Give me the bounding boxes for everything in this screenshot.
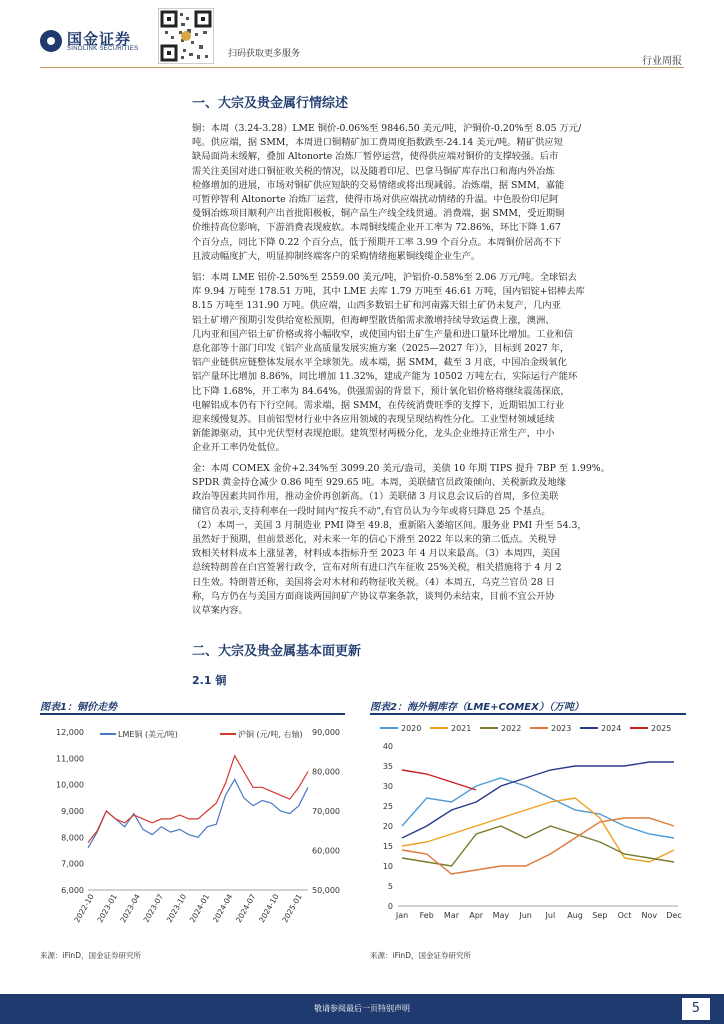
legend-label-2023: 2023: [551, 724, 572, 733]
gold-line: 虽然好于预期，但前景恶化，对未来一年的信心下滑至 2022 年以来的第二低点。关税导: [192, 534, 557, 546]
x-tick-label: 2024-04: [210, 892, 235, 925]
x-tick-label: Jan: [395, 911, 409, 920]
x-tick-label: Nov: [641, 911, 658, 920]
x-tick-label: Jul: [545, 911, 556, 920]
y-left-tick-label: 7,000: [61, 859, 84, 869]
y-tick-label: 35: [382, 762, 393, 771]
x-tick-label: 2023-10: [164, 892, 189, 925]
aluminum-line: 铝产业链供应链整体发展水平全球领先。成本端，据 SMM，截至 3 月底，中国冶金级氧化: [192, 357, 567, 369]
footer-disclaimer: 敬请参阅最后一页特别声明: [314, 1004, 410, 1013]
x-tick-label: Sep: [592, 911, 608, 920]
copper-line: 价维持高位影响，下游消费表现疲软。本周铜线缆企业开工率为 72.86%，环比下降 1.67: [192, 222, 561, 234]
figure2-title-underline: [370, 713, 686, 715]
series-line-2025: [402, 770, 476, 790]
y-right-tick-label: 70,000: [312, 807, 340, 816]
subsection-title: 2.1 铜: [192, 674, 227, 687]
figure2-source: 来源：iFinD，国金证券研究所: [370, 951, 471, 960]
x-tick-label: 2025-01: [280, 892, 304, 925]
series-line-2023: [402, 818, 674, 874]
aluminum-line: 库 9.94 万吨至 178.51 万吨，其中 LME 去库 1.79 万吨至 46.61 万吨，国内铝锭+铝棒去库: [192, 286, 585, 298]
y-left-tick-label: 8,000: [61, 833, 84, 843]
page-number: 5: [682, 998, 710, 1020]
y-tick-label: 40: [382, 742, 393, 751]
figure1-source: 来源：iFinD，国金证券研究所: [40, 951, 141, 960]
copper-line: 铜：本周（3.24-3.28）LME 铜价-0.06%至 9846.50 美元/吨，沪铜价-0.20%至 8.05 万元/: [192, 123, 582, 134]
y-tick-label: 20: [382, 822, 393, 831]
y-tick-label: 25: [382, 802, 393, 811]
figure1-title: 图表1：铜价走势: [40, 702, 117, 713]
y-left-tick-label: 9,000: [61, 807, 84, 816]
legend-label-2022: 2022: [501, 724, 522, 733]
header-divider: [40, 67, 684, 68]
qr-code-icon[interactable]: [158, 8, 214, 64]
figure1-title-underline: [40, 713, 345, 715]
legend-label-2024: 2024: [601, 724, 622, 733]
copper-line: 需关注美国对进口铜征收关税的情况，以及随着印尼、巴拿马铜矿库存出口和海内外冶炼: [192, 165, 555, 177]
x-tick-label: 2023-04: [118, 892, 142, 925]
gold-line: SPDR 黄金持仓减少 0.86 吨至 929.65 吨。本周，美联储官员政策倾向、关税新政及地缘: [192, 477, 566, 489]
gold-line: （2）本周一，美国 3 月制造业 PMI 降至 49.8，重新陷入萎缩区间。服务业 PMI 升至 54.3，: [192, 519, 587, 531]
copper-line: 缺局面尚未缓解，叠加 Altonorte 冶炼厂暂停运营，使得供应端对铜价的支撑较强。后市: [192, 151, 559, 163]
aluminum-line: 8.15 万吨至 131.90 万吨。供应端，山西多数铝土矿和河南露天铝土矿仍未复产，几内亚: [192, 300, 561, 312]
copper-inventory-chart: [370, 718, 686, 943]
gold-line: 日生效。特朗普还称，美国将会对木材和药物征收关税。（4）本周五，乌克兰官员 28 日: [192, 576, 555, 588]
aluminum-line: 铝：本周 LME 铝价-2.50%至 2559.00 美元/吨，沪铝价-0.58%至 2.06 万元/吨。全球铝去: [192, 272, 577, 283]
gold-line: 致相关材料成本上涨显著，材料成本指标升至 2023 年 4 月以来最高。（3）本周四，美国: [192, 548, 561, 560]
x-tick-label: Feb: [419, 911, 434, 920]
scan-qr-text: 扫码获取更多服务: [228, 49, 301, 59]
legend-label-2021: 2021: [451, 724, 472, 733]
copper-line: 且波动幅度扩大，明显抑制终端客户的采购情绪拖累铜线缆企业生产。: [192, 250, 481, 262]
aluminum-line: 企业开工率仍处低位。: [192, 442, 285, 454]
y-left-tick-label: 12,000: [56, 728, 84, 737]
aluminum-line: 息化部等十部门印发《铝产业高质量发展实施方案（2025—2027 年）》，目标到 2027 年，: [192, 343, 570, 355]
report-type: 行业周报: [642, 56, 682, 67]
x-tick-label: 2023-01: [95, 892, 119, 925]
y-right-tick-label: 50,000: [312, 886, 340, 895]
company-name: 国金证券: [67, 30, 132, 48]
gold-line: 储官员表示,支持利率在一段时间内“按兵不动”,有官员认为今年或将只降息 25 个基点。: [192, 505, 551, 517]
aluminum-line: 比下降 1.68%，开工率为 84.64%。供强需弱的背景下，预计氧化铝价格将继续震荡探底，: [192, 385, 570, 397]
y-left-tick-label: 10,000: [56, 780, 84, 790]
section-title-1: 一、大宗及贵金属行情综述: [192, 96, 349, 111]
y-right-tick-label: 80,000: [312, 767, 340, 777]
y-tick-label: 15: [382, 842, 393, 851]
x-tick-label: 2024-01: [187, 892, 212, 925]
legend-label-lme: LME铜 (美元/吨): [118, 730, 178, 739]
x-tick-label: 2022-10: [72, 892, 96, 925]
x-tick-label: May: [492, 911, 510, 920]
gold-line: 议草案内容。: [192, 605, 248, 617]
section-title-2: 二、大宗及贵金属基本面更新: [192, 644, 362, 659]
x-tick-label: Apr: [469, 911, 484, 920]
y-left-tick-label: 11,000: [56, 754, 84, 764]
series-line-2021: [402, 798, 674, 862]
copper-line: 个百分点，同比下降 0.22 个百分点，低于预期开工率 3.99 个百分点。本周铜价居高不下: [192, 236, 562, 248]
x-tick-label: Aug: [567, 911, 583, 920]
legend-label-2025: 2025: [651, 724, 672, 733]
x-tick-label: Dec: [666, 911, 682, 920]
x-tick-label: Jun: [519, 911, 532, 920]
aluminum-line: 几内亚和国产铝土矿价格或将小幅收窄，或使国内铝土矿生产量和进口量环比增加。工业和信: [192, 328, 574, 340]
copper-line: 吨。供应端，据 SMM，本周进口铜精矿加工费周度指数跌至-24.14 美元/吨。精矿供应短: [192, 137, 564, 149]
y-tick-label: 30: [382, 782, 393, 791]
gold-line: 总统特朗普在白宫签署行政令，宣布对所有进口汽车征收 25%关税，相关措施将于 4 月 2: [192, 562, 562, 574]
y-tick-label: 5: [387, 882, 393, 891]
copper-price-chart: [40, 718, 350, 943]
copper-line: 可暂停智利 Altonorte 冶炼厂运营，使得市场对供应端扰动情绪的升温。中色股份印尼阿: [192, 194, 559, 206]
aluminum-line: 新能源驱动，其中光伏型材表现抢眼。建筑型材两极分化，龙头企业维持正常生产，中小: [192, 428, 555, 440]
x-tick-label: 2024-07: [234, 892, 258, 925]
copper-line: 检修增加的进展，市场对铜矿供应短缺的交易情绪或将出现减弱。冶炼端，据 SMM，嘉能: [192, 179, 565, 191]
series-line-shfe-copper: [88, 756, 308, 843]
y-tick-label: 0: [387, 902, 393, 911]
aluminum-line: 铝土矿增产预期引发供给宽松预期，但海岬型散货船需求激增持续导致运费上涨，澳洲、: [192, 314, 555, 326]
y-left-tick-label: 6,000: [61, 886, 84, 895]
y-tick-label: 10: [382, 862, 393, 871]
company-logo-icon: [40, 30, 62, 52]
gold-line: 金：本周 COMEX 金价+2.34%至 3099.20 美元/盎司，美债 10 年期 TIPS 提升 7BP 至 1.99%。: [192, 463, 610, 474]
y-right-tick-label: 60,000: [312, 846, 340, 856]
gold-line: 称，乌方仍在与美国方面商谈两国间矿产协议草案条款，谈判仍未结束，目前不宜公开协: [192, 590, 555, 602]
company-name-en: SINOLINK SECURITIES: [67, 46, 139, 52]
legend-label-shfe: 沪铜 (元/吨, 右轴): [238, 730, 303, 739]
x-tick-label: Oct: [617, 911, 632, 920]
aluminum-line: 铝产量环比增加 8.86%，同比增加 11.32%，建成产能为 10502 万吨左右，实际运行产能环: [192, 371, 578, 383]
x-tick-label: 2024-10: [257, 892, 281, 925]
legend-label-2020: 2020: [401, 724, 422, 733]
figure2-title: 图表2：海外铜库存（LME+COMEX）（万吨）: [370, 702, 584, 713]
copper-line: 曼铜冶炼项目顺利产出首批阳极板，铜产品生产线全线贯通。消费端，据 SMM，受近期铜: [192, 208, 565, 220]
copper-paragraph: [192, 122, 688, 264]
y-right-tick-label: 90,000: [312, 728, 340, 737]
aluminum-line: 电解铝成本仍有下行空间。需求端，据 SMM，在传统消费旺季的支撑下，近期铝加工行业: [192, 399, 565, 411]
x-tick-label: Mar: [443, 911, 460, 920]
series-line-lme-copper: [88, 779, 308, 848]
aluminum-line: 迎来缓慢复苏。目前铝型材行业中各应用领域的表现呈现结构性分化。工业型材领域延续: [192, 414, 555, 426]
gold-paragraph: [192, 462, 688, 618]
series-line-2020: [402, 778, 674, 838]
gold-line: 政治等因素共同作用，推动金价再创新高。（1）美联储 3 月议息会议后的首周，多位美联: [192, 491, 559, 503]
x-tick-label: 2023-07: [141, 892, 166, 925]
aluminum-paragraph: [192, 271, 688, 456]
